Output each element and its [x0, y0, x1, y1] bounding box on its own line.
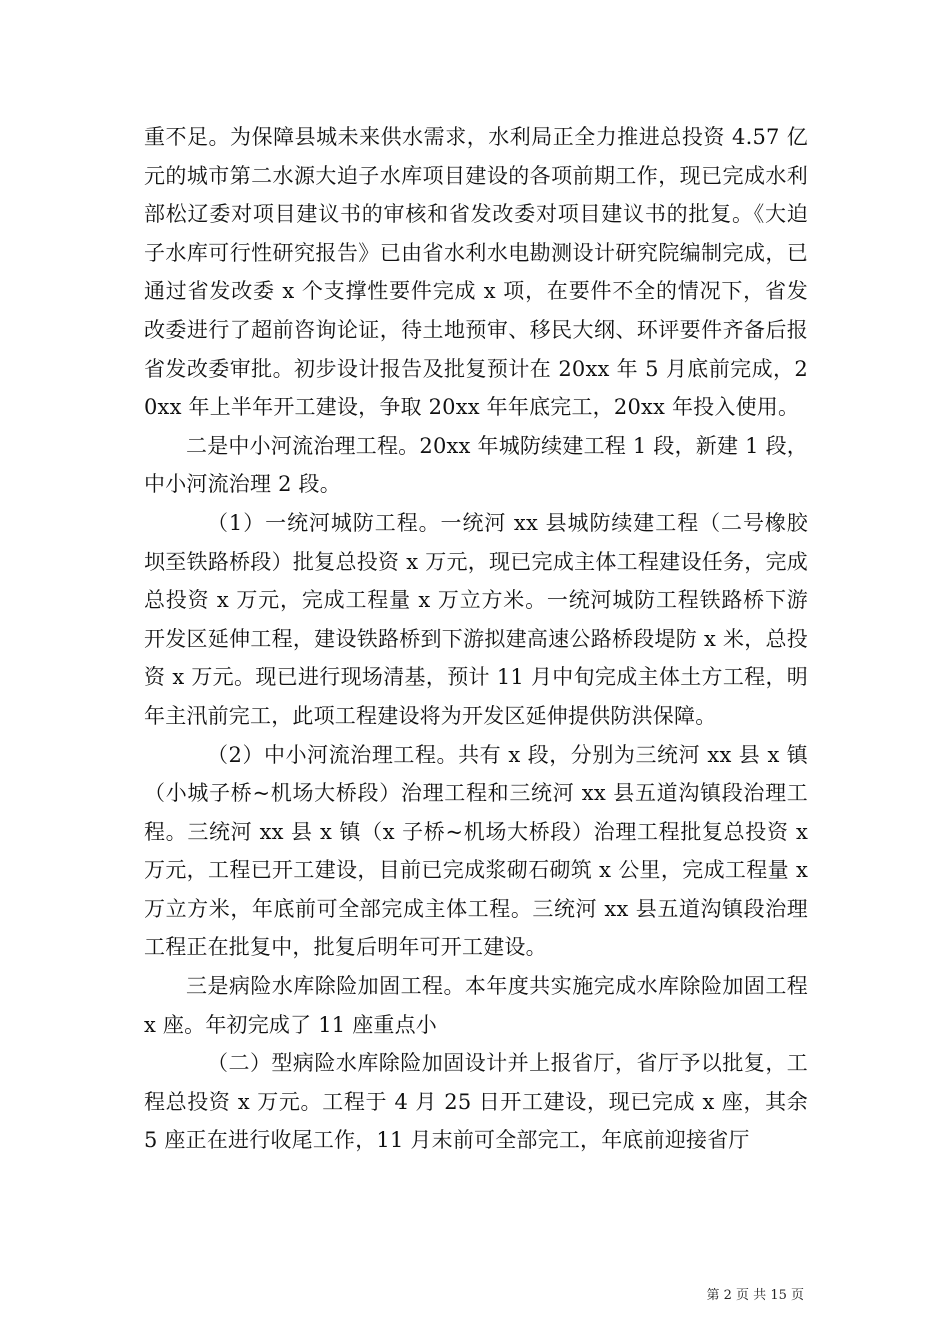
- paragraph-river-governance-intro: 二是中小河流治理工程。20xx 年城防续建工程 1 段，新建 1 段，中小河流治理 2 段。: [144, 433, 808, 497]
- paragraph-reservoir-reinforcement: 三是病险水库除险加固工程。本年度共实施完成水库除险加固工程 x 座。年初完成了 11 座重点小: [144, 974, 808, 1037]
- paragraph-small-river-governance: （2）中小河流治理工程。共有 x 段，分别为三统河 xx 县 x 镇（小城子桥~机场大桥段）治理工程和三统河 xx 县五道沟镇段治理工程。三统河 xx 县 x 镇（x 子桥~机场大桥段）治理工程批复总投资 x 万元，工程已开工建设，目前已完成浆砌石砌筑 x 公里，完成工程量 x 万立方米，年底前可全部完成主体工程。三统河 xx 县五道沟镇段治理工程正在批复中，批复后明年可开工建设。: [144, 742, 808, 960]
- page-number-footer: 第 2 页 共 15 页: [706, 1288, 804, 1303]
- paragraph-yitong-river-flood-defense: （1）一统河城防工程。一统河 xx 县城防续建工程（二号橡胶坝至铁路桥段）批复总投资 x 万元，现已完成主体工程建设任务，完成总投资 x 万元，完成工程量 x 万立方米。一统河城防工程铁路桥下游开发区延伸工程，建设铁路桥到下游拟建高速公路桥段堤防 x 米，总投资 x 万元。现已进行现场清基，预计 11 月中旬完成主体土方工程，明年主汛前完工，此项工程建设将为开发区延伸提供防洪保障。: [144, 510, 808, 728]
- document-body: [144, 118, 808, 1160]
- paragraph-reservoir-design-approval: （二）型病险水库除险加固设计并上报省厅，省厅予以批复，工程总投资 x 万元。工程于 4 月 25 日开工建设，现已完成 x 座，其余 5 座正在进行收尾工作，11 月末前可全部完工，年底前迎接省厅: [144, 1051, 808, 1153]
- paragraph-water-source-project: 重不足。为保障县城未来供水需求，水利局正全力推进总投资 4.57 亿元的城市第二水源大迫子水库项目建设的各项前期工作，现已完成水利部松辽委对项目建议书的审核和省发改委对项目建议书的批复。《大迫子水库可行性研究报告》已由省水利水电勘测设计研究院编制完成，已通过省发改委 x 个支撑性要件完成 x 项，在要件不全的情况下，省发改委进行了超前咨询论证，待土地预审、移民大纲、环评要件齐备后报省发改委审批。初步设计报告及批复预计在 20xx 年 5 月底前完成，20xx 年上半年开工建设，争取 20xx 年年底完工，20xx 年投入使用。: [144, 125, 808, 420]
